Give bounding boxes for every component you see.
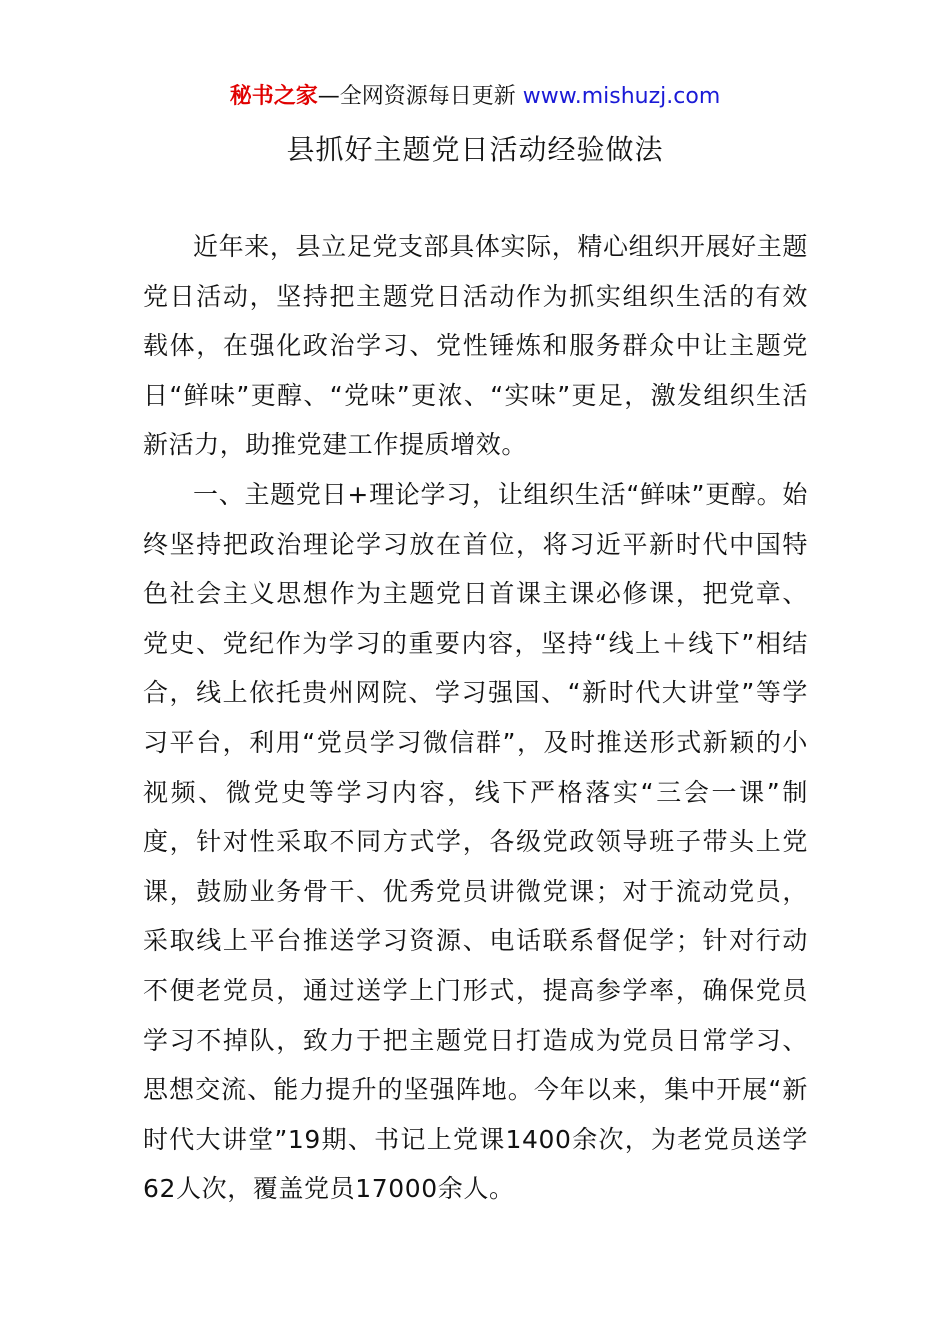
site-tagline: —全网资源每日更新	[317, 84, 516, 109]
site-brand: 秘书之家	[229, 84, 318, 109]
document-body	[143, 222, 808, 1214]
intro-paragraph: 近年来，县立足党支部具体实际，精心组织开展好主题党日活动，坚持把主题党日活动作为抓实组织生活的有效载体，在强化政治学习、党性锤炼和服务群众中让主题党日“鲜味”更醇、“党味”更浓、“实味”更足，激发组织生活新活力，助推党建工作提质增效。	[143, 232, 808, 460]
document-title: 县抓好主题党日活动经验做法	[286, 133, 664, 166]
site-url-link[interactable]: www.mishuzj.com	[522, 84, 721, 109]
site-header	[0, 80, 950, 114]
section-one-paragraph: 一、主题党日+理论学习，让组织生活“鲜味”更醇。始终坚持把政治理论学习放在首位，将习近平新时代中国特色社会主义思想作为主题党日首课主课必修课，把党章、党史、党纪作为学习的重要内容，坚持“线上＋线下”相结合，线上依托贵州网院、学习强国、“新时代大讲堂”等学习平台，利用“党员学习微信群”，及时推送形式新颖的小视频、微党史等学习内容，线下严格落实“三会一课”制度，针对性采取不同方式学，各级党政领导班子带头上党课，鼓励业务骨干、优秀党员讲微党课；对于流动党员，采取线上平台推送学习资源、电话联系督促学；针对行动不便老党员，通过送学上门形式，提高参学率，确保党员学习不掉队，致力于把主题党日打造成为党员日常学习、思想交流、能力提升的坚强阵地。今年以来，集中开展“新时代大讲堂”19期、书记上党课1400余次，为老党员送学62人次，覆盖党员17000余人。	[143, 479, 808, 1204]
